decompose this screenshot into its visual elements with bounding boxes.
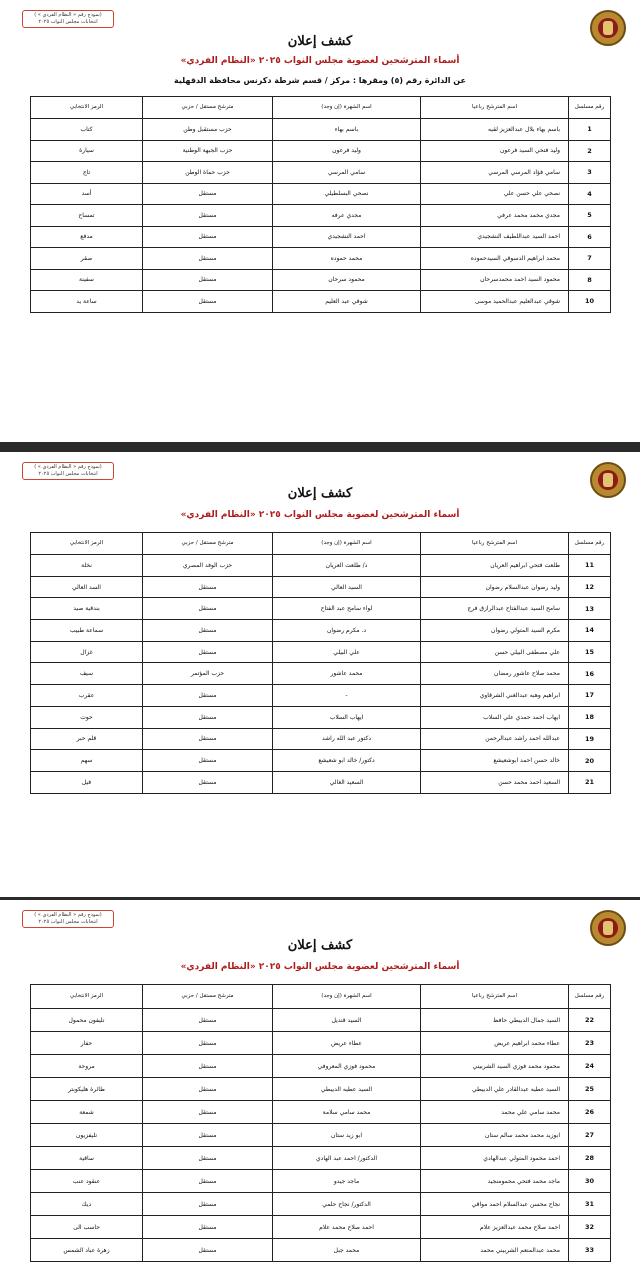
cell-serial: 3 bbox=[569, 162, 611, 184]
cell-serial: 7 bbox=[569, 248, 611, 270]
table-row bbox=[31, 750, 611, 772]
cell-alias: سامي المرسي bbox=[273, 162, 421, 184]
page-title: كشف إعلان bbox=[287, 34, 353, 49]
table-row bbox=[31, 728, 611, 750]
document-page-1 bbox=[0, 0, 640, 442]
cell-alias: دكتور عبد الله راشد bbox=[273, 728, 421, 750]
cell-type: مستقل bbox=[143, 706, 273, 728]
table-row bbox=[31, 1193, 611, 1216]
cell-symbol: كتاب bbox=[31, 119, 143, 141]
document-page-3 bbox=[0, 900, 640, 1266]
cell-symbol: طائرة هليكوبتر bbox=[31, 1078, 143, 1101]
table-row bbox=[31, 183, 611, 205]
header-type: مترشح مستقل / حزبي bbox=[143, 985, 273, 1009]
table-row bbox=[31, 291, 611, 313]
header-symbol: الرمز الانتخابي bbox=[31, 97, 143, 119]
cell-name: مجدي محمد محمد عرفي bbox=[421, 205, 569, 227]
header-type: مترشح مستقل / حزبي bbox=[143, 533, 273, 555]
candidates-table bbox=[30, 984, 611, 1262]
candidates-table bbox=[30, 532, 611, 794]
cell-symbol: غزال bbox=[31, 641, 143, 663]
cell-symbol: سماعة طبيب bbox=[31, 620, 143, 642]
cell-name: وليد رضوان عبدالسلام رضوان bbox=[421, 576, 569, 598]
cell-serial: 14 bbox=[569, 620, 611, 642]
cell-type: مستقل bbox=[143, 598, 273, 620]
form-stamp: (نموذج رقم « النظام الفردي » ) انتخابات مجلس النواب ٢٠٢٥ bbox=[22, 910, 114, 928]
cell-serial: 17 bbox=[569, 685, 611, 707]
cell-type: حزب المؤتمر bbox=[143, 663, 273, 685]
cell-type: مستقل bbox=[143, 1101, 273, 1124]
form-stamp: (نموذج رقم « النظام الفردي » ) انتخابات مجلس النواب ٢٠٢٥ bbox=[22, 10, 114, 28]
cell-serial: 18 bbox=[569, 706, 611, 728]
cell-alias: وليد فرعون bbox=[273, 140, 421, 162]
cell-type: مستقل bbox=[143, 291, 273, 313]
cell-alias: نصحي البسلطيلي bbox=[273, 183, 421, 205]
table-row bbox=[31, 771, 611, 793]
cell-alias: شوقي عبد العليم bbox=[273, 291, 421, 313]
cell-symbol: بندقية صيد bbox=[31, 598, 143, 620]
cell-name: السعيد احمد محمد حسن bbox=[421, 771, 569, 793]
header-type: مترشح مستقل / حزبي bbox=[143, 97, 273, 119]
table-row bbox=[31, 205, 611, 227]
cell-name: السيد جمال الدبيطي حافظ bbox=[421, 1009, 569, 1032]
header-name: اسم المترشح رباعيا bbox=[421, 533, 569, 555]
cell-serial: 25 bbox=[569, 1078, 611, 1101]
table-row bbox=[31, 1009, 611, 1032]
cell-alias: محمد عاشور bbox=[273, 663, 421, 685]
cell-alias: - bbox=[273, 685, 421, 707]
table-row bbox=[31, 140, 611, 162]
cell-name: سامي فؤاد المرسي المرسي bbox=[421, 162, 569, 184]
cell-type: مستقل bbox=[143, 1078, 273, 1101]
form-stamp: (نموذج رقم « النظام الفردي » ) انتخابات مجلس النواب ٢٠٢٥ bbox=[22, 462, 114, 480]
cell-name: شوقي عبدالعليم عبدالحميد موسى bbox=[421, 291, 569, 313]
table-row bbox=[31, 226, 611, 248]
cell-alias: محمود فوزي المعروفي bbox=[273, 1055, 421, 1078]
header-serial: رقم مسلسل bbox=[569, 985, 611, 1009]
cell-serial: 23 bbox=[569, 1032, 611, 1055]
cell-serial: 28 bbox=[569, 1147, 611, 1170]
cell-name: وليد فتحي السيد فرعون bbox=[421, 140, 569, 162]
cell-symbol: تليفون محمول bbox=[31, 1009, 143, 1032]
cell-alias: ابو زيد ستان bbox=[273, 1124, 421, 1147]
cell-serial: 19 bbox=[569, 728, 611, 750]
table-row bbox=[31, 1101, 611, 1124]
cell-type: مستقل bbox=[143, 685, 273, 707]
cell-serial: 5 bbox=[569, 205, 611, 227]
cell-serial: 20 bbox=[569, 750, 611, 772]
cell-serial: 21 bbox=[569, 771, 611, 793]
cell-serial: 11 bbox=[569, 555, 611, 577]
cell-symbol: صقر bbox=[31, 248, 143, 270]
cell-symbol: عقرب bbox=[31, 685, 143, 707]
cell-type: مستقل bbox=[143, 1239, 273, 1262]
cell-name: محمد عبدالمنعم الشربيني محمد bbox=[421, 1239, 569, 1262]
cell-name: مكرم السيد المتولي رضوان bbox=[421, 620, 569, 642]
header-serial: رقم مسلسل bbox=[569, 97, 611, 119]
header-alias: اسم الشهرة (إن وجد) bbox=[273, 985, 421, 1009]
cell-name: محمود السيد احمد محمدسرحان bbox=[421, 269, 569, 291]
cell-type: مستقل bbox=[143, 1216, 273, 1239]
cell-serial: 10 bbox=[569, 291, 611, 313]
cell-name: نصحي علي حسن علي bbox=[421, 183, 569, 205]
cell-name: محمد صلاح عاشور رمضان bbox=[421, 663, 569, 685]
cell-alias: مجدي عرفه bbox=[273, 205, 421, 227]
table-header-row bbox=[31, 97, 611, 119]
cell-name: ماجد محمد فتحي محمومنجيد bbox=[421, 1170, 569, 1193]
cell-type: مستقل bbox=[143, 641, 273, 663]
header-serial: رقم مسلسل bbox=[569, 533, 611, 555]
candidates-table bbox=[30, 96, 611, 313]
cell-symbol: سيارة bbox=[31, 140, 143, 162]
cell-alias: احمد صلاح محمد علام bbox=[273, 1216, 421, 1239]
cell-type: مستقل bbox=[143, 183, 273, 205]
cell-name: باسم بهاء بلال عبدالعزيز لقيه bbox=[421, 119, 569, 141]
cell-name: احمد محمود المتولي عبدالهادي bbox=[421, 1147, 569, 1170]
cell-alias: ماجد جيدو bbox=[273, 1170, 421, 1193]
cell-name: احمد صلاح محمد عبدالعزيز علام bbox=[421, 1216, 569, 1239]
table-row bbox=[31, 555, 611, 577]
cell-serial: 33 bbox=[569, 1239, 611, 1262]
cell-serial: 6 bbox=[569, 226, 611, 248]
cell-type: مستقل bbox=[143, 1124, 273, 1147]
cell-alias: محمود سرحان bbox=[273, 269, 421, 291]
cell-alias: الدكتور/ نجاح حلمي bbox=[273, 1193, 421, 1216]
cell-symbol: ديك bbox=[31, 1193, 143, 1216]
cell-type: مستقل bbox=[143, 620, 273, 642]
table-row bbox=[31, 620, 611, 642]
cell-name: ابوزيد محمد محمد سالم ستان bbox=[421, 1124, 569, 1147]
district-line: عن الدائرة رقم (٥) ومقرها : مركز / قسم شرطة دكرنس محافظة الدقهلية bbox=[174, 76, 466, 85]
cell-serial: 13 bbox=[569, 598, 611, 620]
cell-alias: عطاء عريض bbox=[273, 1032, 421, 1055]
table-row bbox=[31, 1078, 611, 1101]
cell-serial: 16 bbox=[569, 663, 611, 685]
cell-serial: 4 bbox=[569, 183, 611, 205]
cell-symbol: فيل bbox=[31, 771, 143, 793]
cell-type: مستقل bbox=[143, 1032, 273, 1055]
cell-name: عبدالله احمد راشد عبدالرحمن bbox=[421, 728, 569, 750]
header-symbol: الرمز الانتخابي bbox=[31, 985, 143, 1009]
cell-alias: دكتور/ خالد ابو شعيشع bbox=[273, 750, 421, 772]
cell-alias: السيد عطيه الدبيطي bbox=[273, 1078, 421, 1101]
cell-serial: 12 bbox=[569, 576, 611, 598]
cell-alias: السيد العالي bbox=[273, 576, 421, 598]
cell-symbol: حوت bbox=[31, 706, 143, 728]
cell-alias: علي البيلي bbox=[273, 641, 421, 663]
cell-type: مستقل bbox=[143, 576, 273, 598]
table-row bbox=[31, 685, 611, 707]
table-row bbox=[31, 641, 611, 663]
cell-serial: 31 bbox=[569, 1193, 611, 1216]
cell-serial: 27 bbox=[569, 1124, 611, 1147]
table-header-row bbox=[31, 533, 611, 555]
table-header-row bbox=[31, 985, 611, 1009]
cell-type: مستقل bbox=[143, 1193, 273, 1216]
cell-symbol: حفار bbox=[31, 1032, 143, 1055]
cell-type: مستقل bbox=[143, 205, 273, 227]
cell-name: خالد حسن احمد ابوشعيشع bbox=[421, 750, 569, 772]
cell-alias: احمد النشجيدي bbox=[273, 226, 421, 248]
cell-symbol: ساعة يد bbox=[31, 291, 143, 313]
cell-symbol: سيف bbox=[31, 663, 143, 685]
header-alias: اسم الشهرة (إن وجد) bbox=[273, 533, 421, 555]
cell-symbol: حاسب الى bbox=[31, 1216, 143, 1239]
cell-alias: ايهاب السلاب bbox=[273, 706, 421, 728]
cell-alias: محمد جبل bbox=[273, 1239, 421, 1262]
cell-serial: 32 bbox=[569, 1216, 611, 1239]
page-title: كشف إعلان bbox=[287, 486, 353, 501]
cell-alias: الدكتور/ احمد عبد الهادي bbox=[273, 1147, 421, 1170]
table-row bbox=[31, 1170, 611, 1193]
cell-type: مستقل bbox=[143, 1055, 273, 1078]
cell-type: مستقل bbox=[143, 771, 273, 793]
table-row bbox=[31, 162, 611, 184]
cell-alias: باسم بهاء bbox=[273, 119, 421, 141]
header-symbol: الرمز الانتخابي bbox=[31, 533, 143, 555]
cell-name: محمد سامي علي محمد bbox=[421, 1101, 569, 1124]
cell-serial: 1 bbox=[569, 119, 611, 141]
cell-type: مستقل bbox=[143, 1009, 273, 1032]
cell-alias: محمد حموده bbox=[273, 248, 421, 270]
cell-symbol: ساقية bbox=[31, 1147, 143, 1170]
cell-name: ايهاب احمد حمدي علي السلاب bbox=[421, 706, 569, 728]
cell-name: محمد ابراهيم الدسوقي السيدحموده bbox=[421, 248, 569, 270]
cell-name: احمد السيد عبداللطيف النشجيدي bbox=[421, 226, 569, 248]
cell-symbol: نخلة bbox=[31, 555, 143, 577]
table-row bbox=[31, 663, 611, 685]
cell-name: محمود محمد فوزي السيد الشربيني bbox=[421, 1055, 569, 1078]
cell-serial: 22 bbox=[569, 1009, 611, 1032]
table-row bbox=[31, 1124, 611, 1147]
cell-alias: د. مكرم رضوان bbox=[273, 620, 421, 642]
cell-name: عطاء محمد ابراهيم عريض bbox=[421, 1032, 569, 1055]
cell-symbol: زهرة عباد الشمس bbox=[31, 1239, 143, 1262]
cell-type: مستقل bbox=[143, 728, 273, 750]
page-title: كشف إعلان bbox=[287, 938, 353, 953]
cell-serial: 2 bbox=[569, 140, 611, 162]
cell-name: السيد عطيه عبدالقادر علي الدبيطي bbox=[421, 1078, 569, 1101]
document-page-2 bbox=[0, 452, 640, 897]
cell-serial: 26 bbox=[569, 1101, 611, 1124]
table-row bbox=[31, 1147, 611, 1170]
cell-symbol: شمعة bbox=[31, 1101, 143, 1124]
cell-symbol: سفينة bbox=[31, 269, 143, 291]
cell-serial: 8 bbox=[569, 269, 611, 291]
cell-symbol: السد العالي bbox=[31, 576, 143, 598]
table-row bbox=[31, 1055, 611, 1078]
cell-name: علي مصطفى البيلي حسن bbox=[421, 641, 569, 663]
cell-alias: لواء سامح عبد الفتاح bbox=[273, 598, 421, 620]
cell-type: مستقل bbox=[143, 1170, 273, 1193]
page-subtitle: أسماء المترشحين لعضوية مجلس النواب ٢٠٢٥ «النظام الفردي» bbox=[180, 56, 460, 66]
table-row bbox=[31, 706, 611, 728]
cell-type: مستقل bbox=[143, 269, 273, 291]
page-subtitle: أسماء المترشحين لعضوية مجلس النواب ٢٠٢٥ «النظام الفردي» bbox=[180, 510, 460, 520]
cell-name: سامح السيد عبدالفتاح عبدالرازق فرج bbox=[421, 598, 569, 620]
cell-alias: د/ طلعت العريان bbox=[273, 555, 421, 577]
cell-serial: 30 bbox=[569, 1170, 611, 1193]
table-row bbox=[31, 1032, 611, 1055]
cell-symbol: سهم bbox=[31, 750, 143, 772]
cell-symbol: تاج bbox=[31, 162, 143, 184]
cell-symbol: قلم حبر bbox=[31, 728, 143, 750]
cell-symbol: أسد bbox=[31, 183, 143, 205]
cell-name: طلعت فتحي ابراهيم العريان bbox=[421, 555, 569, 577]
table-row bbox=[31, 1239, 611, 1262]
cell-alias: السيد قنديل bbox=[273, 1009, 421, 1032]
cell-type: مستقل bbox=[143, 248, 273, 270]
table-row bbox=[31, 1216, 611, 1239]
cell-type: حزب حماة الوطن bbox=[143, 162, 273, 184]
cell-serial: 24 bbox=[569, 1055, 611, 1078]
cell-symbol: تليفزيون bbox=[31, 1124, 143, 1147]
table-row bbox=[31, 576, 611, 598]
header-alias: اسم الشهرة (إن وجد) bbox=[273, 97, 421, 119]
cell-type: حزب الجبهة الوطنية bbox=[143, 140, 273, 162]
cell-alias: محمد سامي سلامة bbox=[273, 1101, 421, 1124]
table-row bbox=[31, 119, 611, 141]
cell-name: ابراهيم وهبه عبدالغني الشرقاوي bbox=[421, 685, 569, 707]
cell-symbol: تمساح bbox=[31, 205, 143, 227]
table-row bbox=[31, 248, 611, 270]
cell-type: مستقل bbox=[143, 1147, 273, 1170]
table-row bbox=[31, 598, 611, 620]
header-name: اسم المترشح رباعيا bbox=[421, 985, 569, 1009]
cell-type: مستقل bbox=[143, 226, 273, 248]
cell-alias: السعيد الغالي bbox=[273, 771, 421, 793]
cell-symbol: مدفع bbox=[31, 226, 143, 248]
table-row bbox=[31, 269, 611, 291]
page-subtitle: أسماء المترشحين لعضوية مجلس النواب ٢٠٢٥ «النظام الفردي» bbox=[180, 962, 460, 972]
cell-type: حزب مستقبل وطن bbox=[143, 119, 273, 141]
cell-type: حزب الوفد المصري bbox=[143, 555, 273, 577]
cell-type: مستقل bbox=[143, 750, 273, 772]
cell-serial: 15 bbox=[569, 641, 611, 663]
header-name: اسم المترشح رباعيا bbox=[421, 97, 569, 119]
cell-symbol: مروحة bbox=[31, 1055, 143, 1078]
cell-name: نجاح محسن عبدالسلام احمد مواقي bbox=[421, 1193, 569, 1216]
cell-symbol: عنقود عنب bbox=[31, 1170, 143, 1193]
